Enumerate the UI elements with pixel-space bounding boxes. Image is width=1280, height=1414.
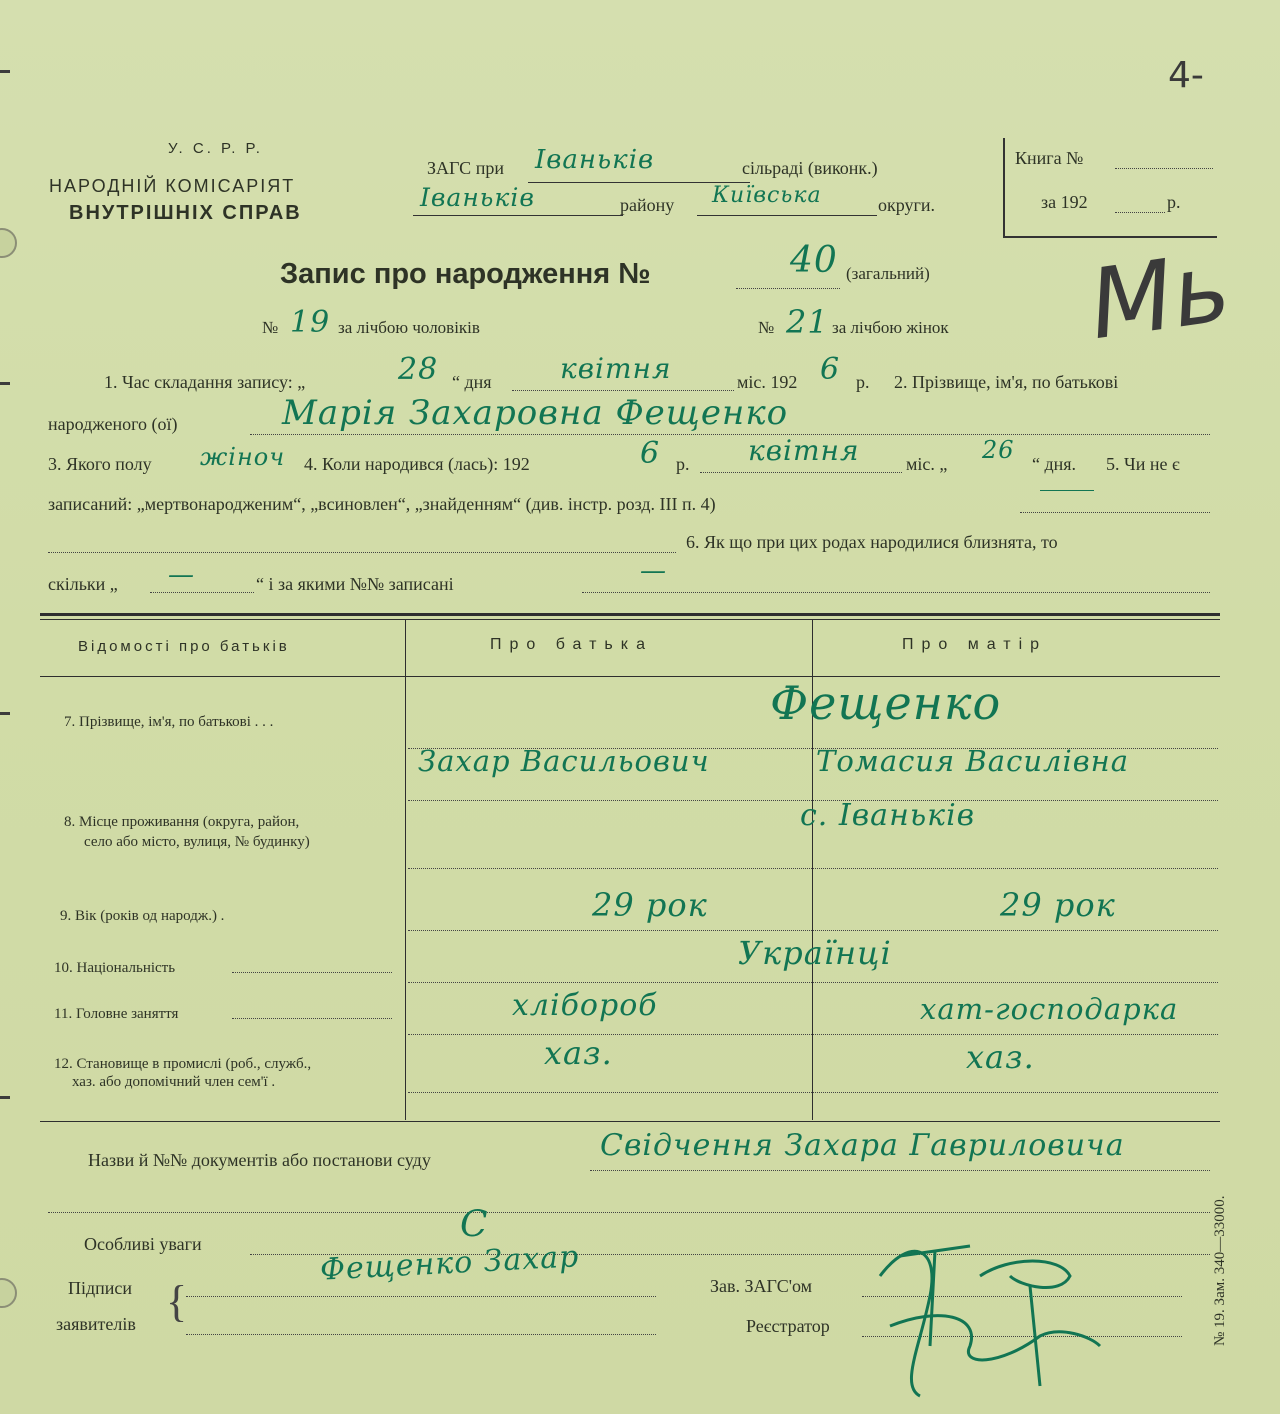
q5-dash — [1040, 490, 1094, 491]
parents-residence: с. Іваньків — [800, 798, 976, 833]
book-year-line — [1115, 212, 1165, 213]
row-separator — [408, 868, 1218, 869]
birth-year-suffix: р. — [676, 454, 690, 474]
head-label: Зав. ЗАГС'ом — [710, 1276, 812, 1296]
row-separator — [408, 1034, 1218, 1035]
department-label: ВНУТРІШНІХ СПРАВ — [69, 202, 302, 224]
mother-status: хаз. — [966, 1038, 1035, 1076]
q6-count-label: скільки „ — [48, 574, 118, 594]
q5-label: 5. Чи не є — [1106, 454, 1180, 474]
q1-day-suffix: “ дня — [452, 372, 492, 392]
q6-numbers-line — [582, 592, 1210, 593]
binding-notch — [0, 70, 10, 73]
zags-okrug-label: округи. — [878, 195, 936, 215]
table-top-rule — [40, 613, 1220, 616]
book-number-line — [1115, 168, 1213, 169]
table-bottom-rule — [40, 1121, 1220, 1122]
zags-district-label: району — [620, 195, 675, 215]
table-header-rule — [40, 676, 1220, 677]
binding-hole — [0, 228, 17, 258]
q5-line-2 — [48, 552, 676, 553]
q6-label: 6. Як що при цих родах народилися близнята, то — [686, 532, 1058, 552]
signature-line-2 — [186, 1334, 656, 1335]
q1-year-value: 6 — [820, 352, 841, 387]
q2-label-cont: народженого (ої) — [48, 414, 178, 434]
zags-okrug-line — [697, 215, 877, 216]
row-label-residence-1: 8. Місце проживання (округа, район, — [64, 814, 300, 830]
birth-month-suffix: міс. „ — [906, 454, 948, 474]
documents-line — [590, 1170, 1210, 1171]
registrar-label: Реєстратор — [746, 1316, 830, 1336]
birth-day-value: 26 — [982, 436, 1015, 464]
q1-day-value: 28 — [398, 352, 439, 387]
documents-value: Свідчення Захара Гавриловича — [600, 1128, 1125, 1163]
father-name: Захар Васильович — [418, 744, 710, 778]
q6-count-suffix: “ і за якими №№ записані — [256, 574, 454, 594]
table-header-mother: Про матір — [902, 636, 1048, 653]
male-count-value: 19 — [290, 305, 331, 340]
father-age: 29 рок — [592, 886, 708, 924]
q1-month-suffix: міс. 192 — [737, 372, 798, 392]
mother-age: 29 рок — [1000, 886, 1116, 924]
official-signature — [860, 1216, 1120, 1406]
signatures-brace: { — [166, 1277, 188, 1326]
q1-year-suffix: р. — [856, 372, 870, 392]
birth-year-value: 6 — [640, 436, 661, 471]
child-full-name: Марія Захаровна Фещенко — [282, 393, 789, 433]
notes-label: Особливі уваги — [84, 1234, 202, 1254]
q1-month-value: квітня — [560, 352, 672, 385]
notes-value: С — [460, 1204, 489, 1245]
pencil-mark: Мь — [1082, 230, 1237, 362]
table-top-rule-thin — [40, 619, 1220, 620]
q6-numbers-value: — — [640, 556, 667, 586]
record-number: 40 — [790, 240, 838, 281]
record-number-line — [736, 288, 840, 289]
book-year-label: за 192 — [1041, 192, 1088, 212]
row-label-leader — [232, 1018, 392, 1019]
register-box — [1003, 138, 1217, 238]
father-occupation: хлібороб — [512, 988, 658, 1023]
row-label-leader — [232, 972, 392, 973]
binding-notch — [0, 382, 10, 385]
q5-label-cont: записаний: „мертвонародженим“, „всиновлен“, „знайденням“ (див. інстр. розд. III п. 4) — [48, 494, 716, 514]
q4-label: 4. Коли народився (лась): 192 — [304, 454, 530, 474]
birth-month-value: квітня — [748, 434, 860, 467]
row-separator — [408, 982, 1218, 983]
table-header-info: Відомості про батьків — [78, 638, 290, 655]
q6-count-line — [150, 592, 254, 593]
female-count-prefix: № — [758, 318, 775, 337]
documents-line-2 — [48, 1212, 1210, 1213]
row-label-residence-2: село або місто, вулиця, № будинку) — [84, 834, 310, 850]
q5-line — [1020, 512, 1210, 513]
zags-village-value: Іваньків — [535, 145, 655, 175]
child-name-line — [250, 434, 1210, 435]
mother-occupation: хат-господарка — [920, 992, 1179, 1026]
row-label-name: 7. Прізвище, ім'я, по батькові . . . — [64, 714, 274, 730]
row-separator — [408, 1092, 1218, 1093]
q2-label: 2. Прізвище, ім'я, по батькові — [894, 372, 1119, 392]
form-code: № 19. Зам. 340—33000. — [1212, 1195, 1228, 1346]
table-header-father: Про батька — [490, 636, 653, 653]
signature-line-1 — [186, 1296, 656, 1297]
documents-label: Назви й №№ документів або постанови суду — [88, 1150, 431, 1170]
signatures-label-2: заявителів — [56, 1314, 136, 1334]
q3-label: 3. Якого полу — [48, 454, 152, 474]
binding-notch — [0, 1096, 10, 1099]
zags-suffix: сільраді (виконк.) — [742, 158, 878, 178]
row-label-status-1: 12. Становище в промислі (роб., служб., — [54, 1056, 312, 1072]
book-year-suffix: р. — [1167, 192, 1181, 212]
female-count-label: за лічбою жінок — [832, 318, 949, 337]
female-count-value: 21 — [786, 303, 829, 341]
corner-mark: 4- — [1168, 55, 1204, 96]
male-count-prefix: № — [262, 318, 279, 337]
father-status: хаз. — [544, 1034, 613, 1072]
signatures-label-1: Підписи — [68, 1278, 133, 1298]
parents-nationality: Українці — [738, 934, 892, 972]
binding-hole — [0, 1278, 17, 1308]
row-label-age: 9. Вік (років од народж.) . — [60, 908, 225, 924]
child-sex-value: жіноч — [200, 443, 286, 471]
zags-prefix: ЗАГС при — [427, 158, 504, 178]
book-label: Книга № — [1015, 148, 1084, 168]
row-label-nationality: 10. Національність — [54, 960, 176, 976]
q1-month-line — [512, 390, 734, 391]
ussr-label: У. С. Р. Р. — [168, 140, 263, 157]
record-title-suffix: (загальний) — [846, 264, 930, 283]
applicant-signature: Фещенко Захар — [319, 1239, 581, 1288]
binding-notch — [0, 712, 10, 715]
q6-count-value: — — [168, 560, 195, 590]
record-title: Запис про народження № — [280, 258, 651, 290]
row-label-occupation: 11. Головне заняття — [54, 1006, 179, 1022]
zags-district-line — [413, 215, 623, 216]
parents-surname: Фещенко — [770, 676, 1002, 730]
birth-month-line — [700, 472, 902, 473]
row-label-status-2: хаз. або допомічний член сем'ї . — [72, 1074, 276, 1090]
row-separator — [408, 930, 1218, 931]
table-col-divider-1 — [405, 620, 406, 1120]
mother-name: Томасия Василівна — [816, 744, 1130, 778]
birth-day-suffix: “ дня. — [1032, 454, 1077, 474]
male-count-label: за лічбою чоловіків — [338, 318, 480, 337]
zags-district-value: Іваньків — [420, 183, 535, 212]
zags-okrug-value: Київська — [712, 183, 822, 208]
q1-label: 1. Час складання запису: „ — [104, 372, 306, 392]
commissariat-label: НАРОДНІЙ КОМІСАРІЯТ — [49, 176, 296, 196]
